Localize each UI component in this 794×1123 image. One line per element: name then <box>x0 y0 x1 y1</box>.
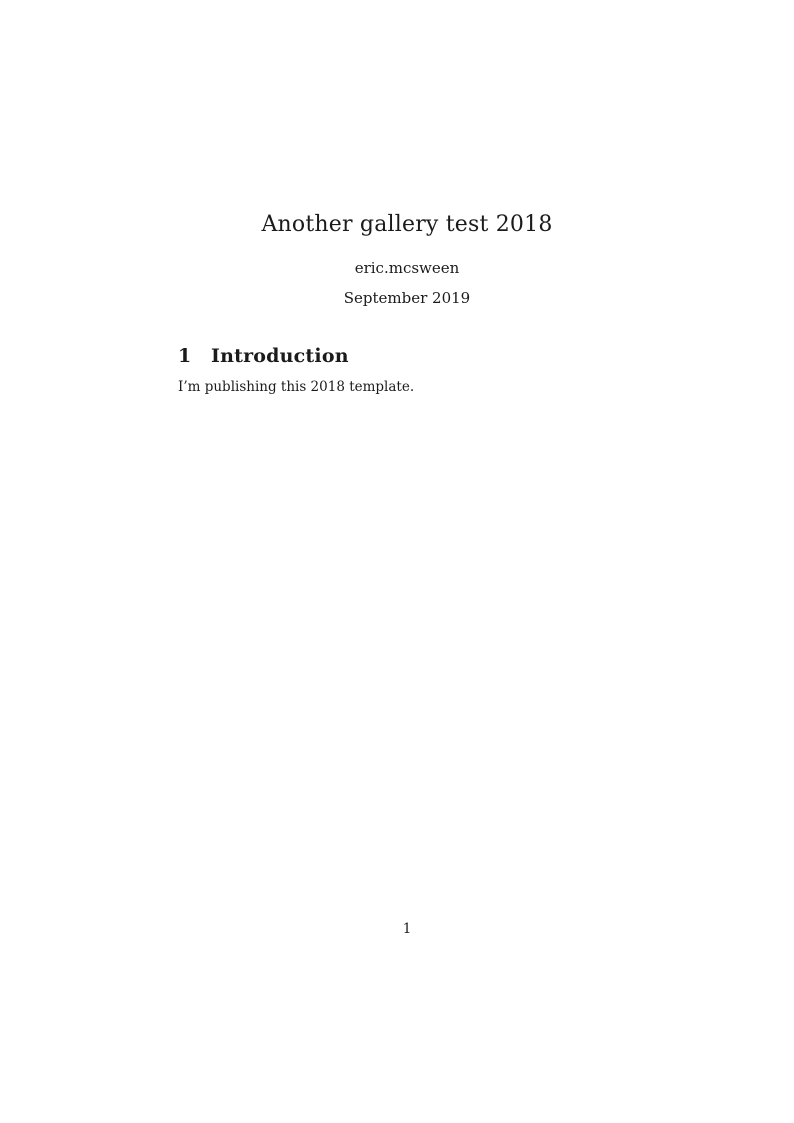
body-paragraph: I’m publishing this 2018 template. <box>178 379 415 395</box>
document-title: Another gallery test 2018 <box>261 212 553 237</box>
section-number: 1 <box>178 345 192 367</box>
document-date: September 2019 <box>343 289 471 307</box>
section-heading <box>178 345 636 367</box>
text-block <box>178 0 636 1123</box>
section-title: Introduction <box>211 345 349 367</box>
document-author: eric.mcsween <box>354 259 460 277</box>
page-number: 1 <box>402 921 412 937</box>
